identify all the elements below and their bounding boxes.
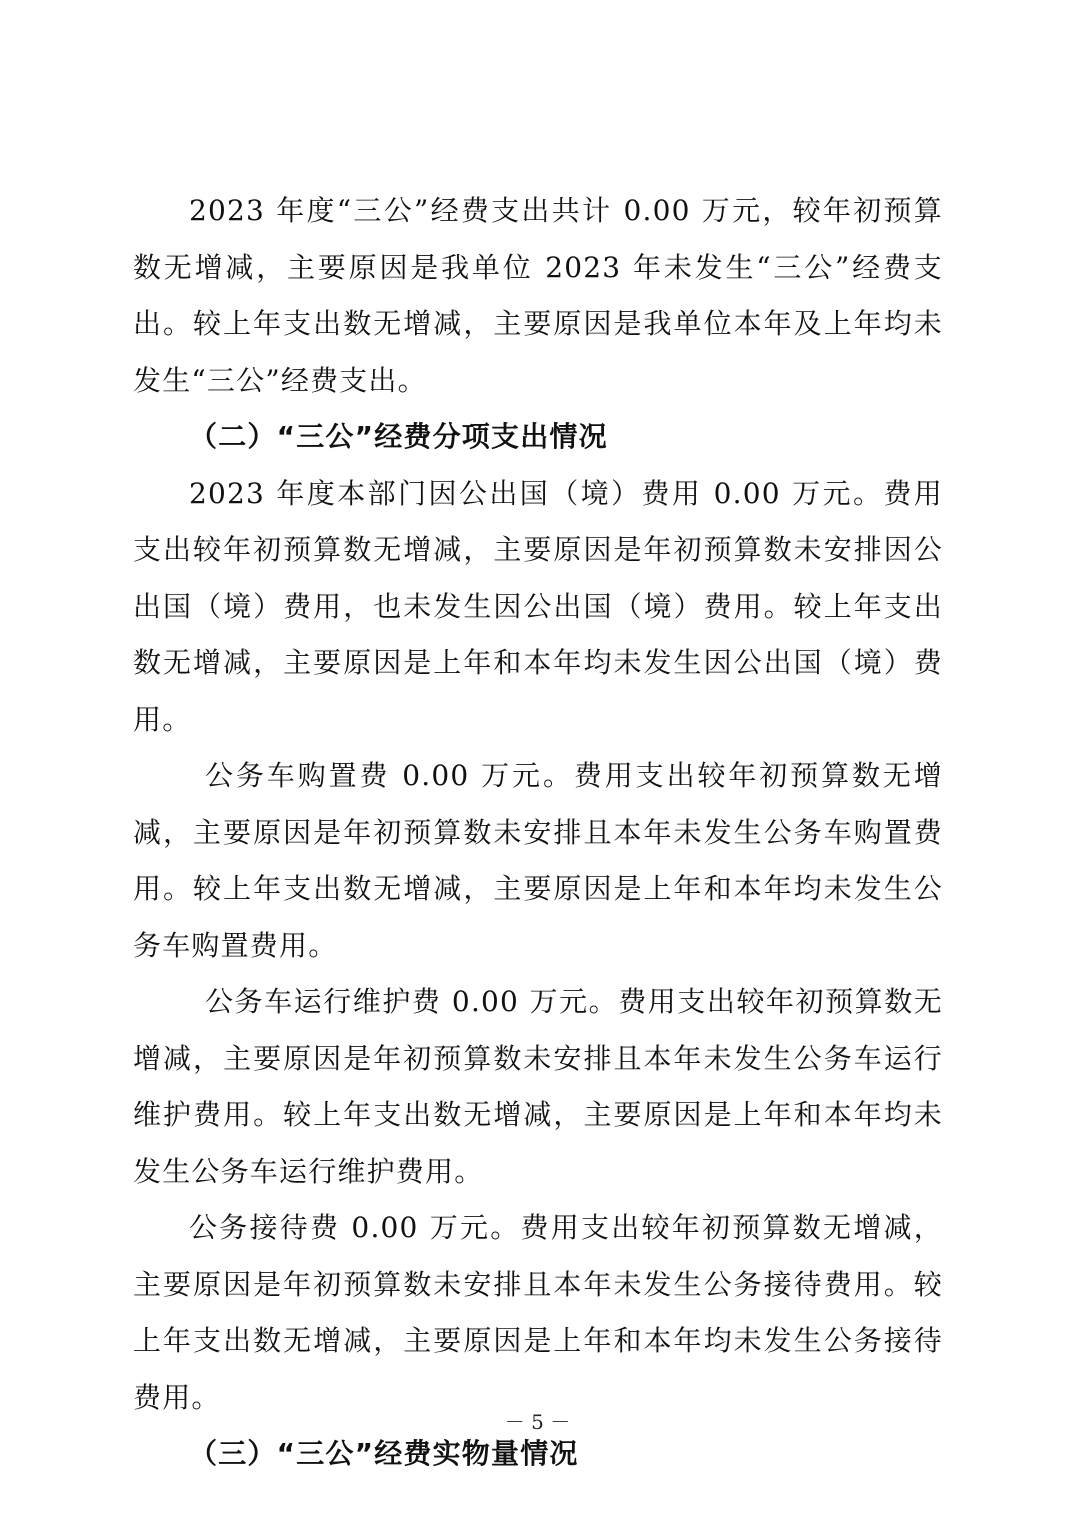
paragraph-vehicle-maintenance: 公务车运行维护费 0.00 万元。费用支出较年初预算数无增减，主要原因是年初预算数未安排且本年未发生公务车运行维护费用。较上年支出数无增减，主要原因是上年和本年均未发生公务车运行维护费用。 [133,985,943,1188]
section-heading-itemized: （二）“三公”经费分项支出情况 [189,420,608,453]
paragraph-total-expenditure: 2023 年度“三公”经费支出共计 0.00 万元，较年初预算数无增减，主要原因是我单位 2023 年未发生“三公”经费支出。较上年支出数无增减，主要原因是我单位本年及上年均未发生“三公”经费支出。 [133,194,943,397]
section-heading-physical-quantity: （三）“三公”经费实物量情况 [189,1437,579,1470]
paragraph-overseas-travel: 2023 年度本部门因公出国（境）费用 0.00 万元。费用支出较年初预算数无增减，主要原因是年初预算数未安排因公出国（境）费用，也未发生因公出国（境）费用。较上年支出数无增减，主要原因是上年和本年均未发生因公出国（境）费用。 [133,476,943,736]
paragraph-reception: 公务接待费 0.00 万元。费用支出较年初预算数无增减，主要原因是年初预算数未安排且本年未发生公务接待费用。较上年支出数无增减，主要原因是上年和本年均未发生公务接待费用。 [133,1211,943,1414]
paragraph-vehicle-purchase: 公务车购置费 0.00 万元。费用支出较年初预算数无增减，主要原因是年初预算数未安排且本年未发生公务车购置费用。较上年支出数无增减，主要原因是上年和本年均未发生公务车购置费用。 [133,759,943,962]
document-body [133,183,943,1483]
page-number: － 5 － [504,1410,571,1434]
